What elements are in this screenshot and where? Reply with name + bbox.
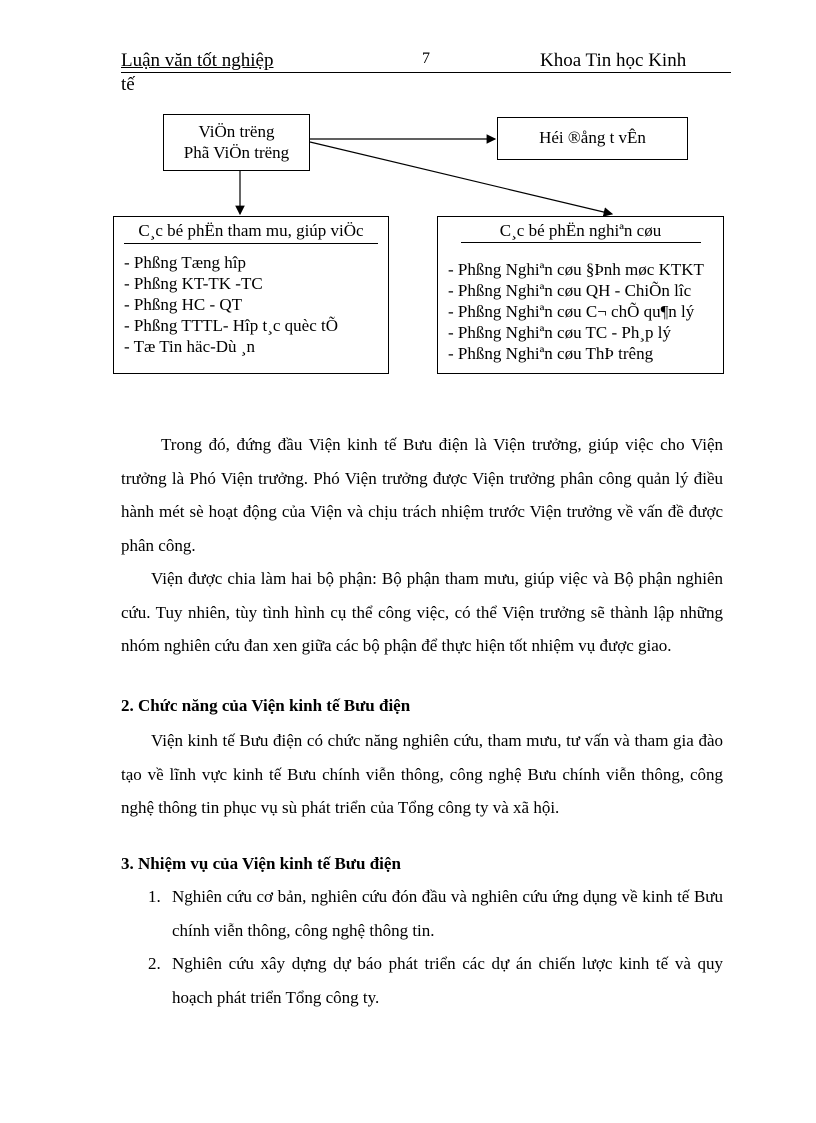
staff-departments-title: C¸c bé phËn tham mu, giúp viÖc <box>124 221 378 244</box>
director-box <box>163 114 310 171</box>
list-item: - Phßng Nghiªn cøu QH - ChiÕn lîc <box>448 281 692 300</box>
list-item: - Tæ Tin häc-Dù ¸n <box>124 337 255 356</box>
list-item: - Phßng Nghiªn cøu TC - Ph¸p lý <box>448 323 672 342</box>
section-heading-3: 3. Nhiệm vụ của Viện kinh tế Bưu điện <box>121 854 401 873</box>
paragraph-1: Trong đó, đứng đầu Viện kinh tế Bưu điện là Viện trưởng, giúp việc cho Viện trưởng là Phó Viện trưởng. Phó Viện trưởng được Viện trưởng phân công quản lý điều hành mét sè hoạt động của Viện và chịu trách nhiệm trước Viện trưởng về vấn đề được phân công. <box>121 435 723 555</box>
list-number: 2. <box>148 954 161 973</box>
list-item <box>148 947 723 1014</box>
advisory-council-box <box>497 117 688 160</box>
list-item: - Phßng Nghiªn cøu ThÞ trêng <box>448 344 654 363</box>
director-label: ViÖn trëng <box>198 122 275 141</box>
header-left-title: Luận văn tốt nghiệp <box>121 50 274 71</box>
paragraph-2: Viện được chia làm hai bộ phận: Bộ phận tham mưu, giúp việc và Bộ phận nghiên cứu. Tuy nhiên, tùy tình hình cụ thể công việc, có thể Viện trưởng sẽ thành lập những nhóm nghiên cứu đan xen giữa các bộ phận để thực hiện tốt nhiệm vụ được giao. <box>121 569 723 655</box>
list-item: - Phßng Tæng hîp <box>124 253 247 272</box>
advisory-council-label: Héi ®ång t vÊn <box>539 128 646 147</box>
list-text: Nghiên cứu cơ bản, nghiên cứu đón đầu và nghiên cứu ứng dụng về kinh tế Bưu chính viễn thông, công nghệ thông tin. <box>172 887 723 940</box>
paragraph-3: Viện kinh tế Bưu điện có chức năng nghiên cứu, tham mưu, tư vấn và tham gia đào tạo về lĩnh vực kinh tế Bưu chính viễn thông, công nghệ Bưu chính viễn thông, công nghệ thông tin phục vụ sù phát triển của Tổng công ty và xã hội. <box>121 731 723 817</box>
page-number: 7 <box>422 50 430 67</box>
staff-departments-box <box>113 216 389 374</box>
header-right-wrap: tế <box>121 74 135 95</box>
section-heading-2: 2. Chức năng của Viện kinh tế Bưu điện <box>121 696 411 715</box>
list-text: Nghiên cứu xây dựng dự báo phát triển các dự án chiến lược kinh tế và quy hoạch phát triển Tổng công ty. <box>172 954 723 1007</box>
list-item: - Phßng Nghiªn cøu C¬ chÕ qu¶n lý <box>448 302 695 321</box>
list-item: - Phßng KT-TK -TC <box>124 274 263 293</box>
list-item: - Phßng HC - QT <box>124 295 243 314</box>
research-departments-title: C¸c bé phËn nghiªn cøu <box>461 221 701 243</box>
list-item <box>148 880 723 947</box>
research-departments-box <box>437 216 724 374</box>
list-item: - Phßng TTTL- Hîp t¸c quèc tÕ <box>124 316 339 335</box>
vice-director-label: Phã ViÖn trëng <box>183 143 290 162</box>
list-number: 1. <box>148 887 161 906</box>
header-right-title: Khoa Tin học Kinh <box>540 50 687 71</box>
list-item: - Phßng Nghiªn cøu §Þnh møc KTKT <box>448 260 704 279</box>
